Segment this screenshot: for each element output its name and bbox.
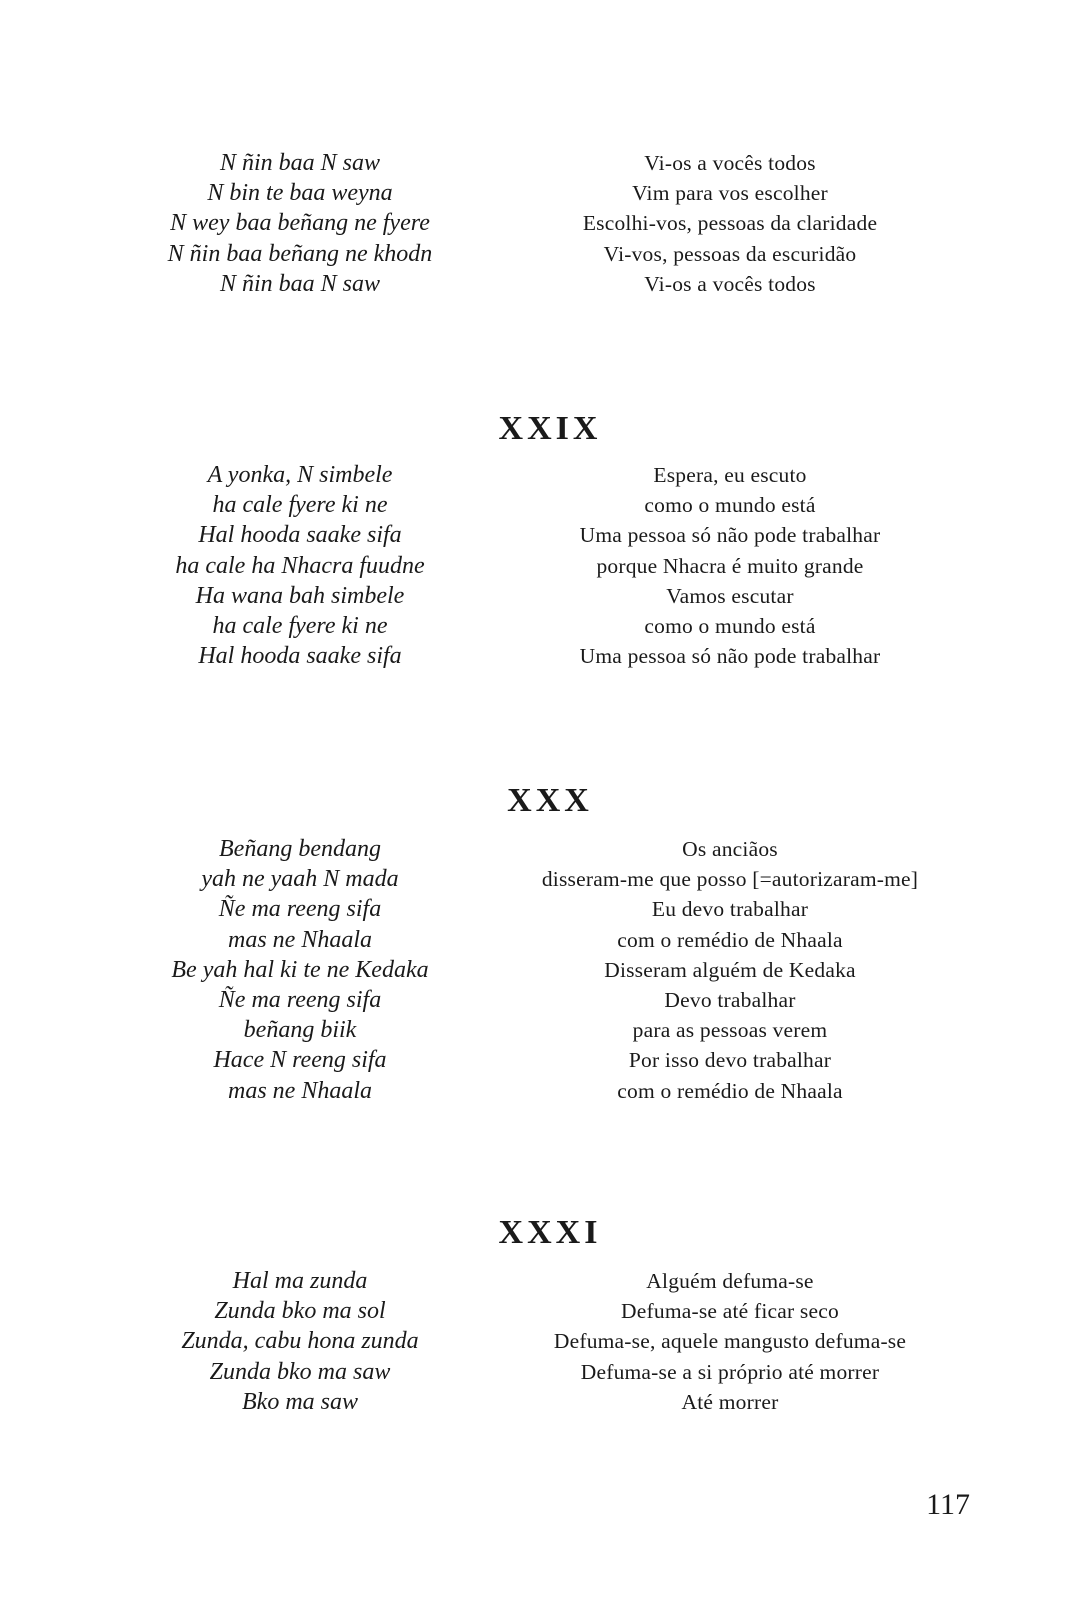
original-line: Hal hooda saake sifa	[198, 522, 402, 549]
translation-line: Devo trabalhar	[664, 988, 796, 1013]
translation-line: Por isso devo trabalhar	[628, 1048, 832, 1073]
original-line: yah ne yaah N mada	[201, 866, 399, 893]
translation-line: Disseram alguém de Kedaka	[604, 957, 856, 982]
original-line: Hace N reeng sifa	[213, 1047, 387, 1074]
original-line: Hal ma zunda	[232, 1268, 368, 1294]
section-heading-xxix: XXIX	[498, 410, 602, 447]
original-line: ha cale ha Nhacra fuudne	[175, 552, 425, 579]
translation-line: Espera, eu escuto	[653, 463, 807, 487]
translation-line: Defuma-se a si próprio até morrer	[580, 1359, 880, 1384]
translation-line: Eu devo trabalhar	[651, 897, 809, 922]
original-line: A yonka, N simbele	[207, 462, 393, 488]
translation-line: Vim para vos escolher	[632, 181, 828, 206]
original-line: Bko ma saw	[242, 1388, 358, 1415]
original-line: Be yah hal ki te ne Kedaka	[171, 956, 429, 983]
translation-line: com o remédio de Nhaala	[617, 1078, 843, 1103]
translation-column	[520, 1266, 940, 1417]
original-line: Ñe ma reeng sifa	[218, 896, 382, 923]
translation-column	[520, 460, 940, 671]
original-text-column	[130, 834, 470, 1106]
translation-line: Vamos escutar	[666, 583, 794, 608]
original-line: mas ne Nhaala	[228, 926, 372, 953]
original-line: ha cale fyere ki ne	[212, 613, 388, 640]
original-line: Zunda, cabu hona zunda	[181, 1328, 419, 1355]
original-line: beñang biik	[243, 1017, 357, 1044]
original-line: Ha wana bah simbele	[195, 582, 405, 609]
translation-column	[520, 148, 940, 299]
translation-line: Defuma-se, aquele mangusto defuma-se	[553, 1329, 907, 1354]
translation-line: para as pessoas verem	[632, 1018, 828, 1043]
original-line: Zunda bko ma saw	[209, 1358, 391, 1385]
translation-line: com o remédio de Nhaala	[617, 927, 843, 952]
original-line: Ñe ma reeng sifa	[218, 987, 382, 1014]
section-heading-xxxi: XXXI	[498, 1214, 602, 1251]
translation-line: Uma pessoa só não pode trabalhar	[579, 523, 881, 548]
original-line: mas ne Nhaala	[228, 1077, 372, 1104]
translation-line: Escolhi-vos, pessoas da claridade	[582, 211, 878, 236]
section-heading-xxx: XXX	[507, 782, 593, 819]
translation-line: Os anciãos	[682, 837, 778, 861]
original-text-column	[130, 1266, 470, 1417]
translation-line: Alguém defuma-se	[646, 1269, 814, 1293]
original-line: N ñin baa N saw	[219, 150, 381, 176]
original-line: N bin te baa weyna	[207, 180, 393, 207]
translation-line: Defuma-se até ficar seco	[621, 1299, 839, 1324]
original-text-column	[130, 460, 470, 671]
page-number: 117	[926, 1488, 970, 1521]
original-line: N wey baa beñang ne fyere	[170, 210, 430, 237]
original-line: Beñang bendang	[219, 836, 381, 862]
translation-column	[520, 834, 940, 1106]
translation-line: disseram-me que posso [=autorizaram-me]	[541, 867, 919, 892]
original-line: ha cale fyere ki ne	[212, 492, 388, 519]
original-line: Zunda bko ma sol	[214, 1298, 386, 1325]
translation-line: como o mundo está	[644, 614, 816, 639]
translation-line: Uma pessoa só não pode trabalhar	[579, 644, 881, 669]
translation-line: Vi-vos, pessoas da escuridão	[603, 241, 857, 266]
translation-line: Vi-os a vocês todos	[644, 271, 816, 296]
translation-line: como o mundo está	[644, 493, 816, 518]
original-line: N ñin baa beñang ne khodn	[167, 240, 433, 267]
original-text-column	[130, 148, 470, 299]
translation-line: Vi-os a vocês todos	[644, 151, 816, 175]
original-line: N ñin baa N saw	[219, 270, 381, 297]
translation-line: porque Nhacra é muito grande	[596, 553, 864, 578]
original-line: Hal hooda saake sifa	[198, 643, 402, 670]
translation-line: Até morrer	[681, 1389, 779, 1414]
